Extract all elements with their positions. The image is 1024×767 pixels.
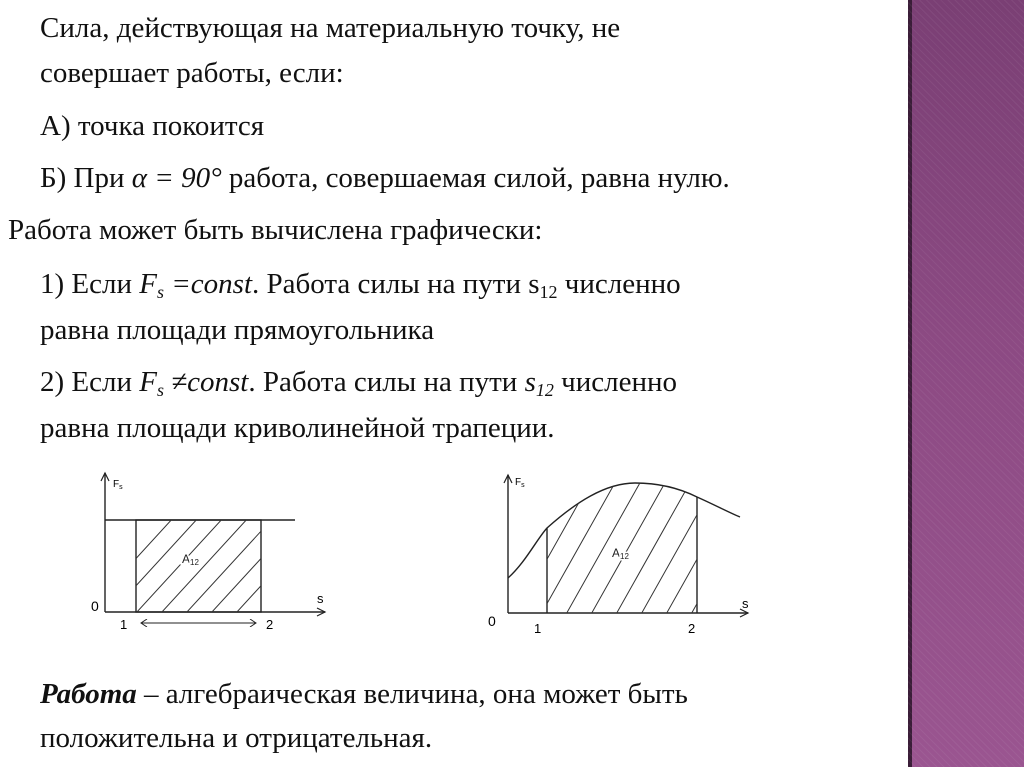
case-1-suffix: численно bbox=[557, 268, 681, 300]
y-axis-label: $F_s$ bbox=[113, 479, 123, 491]
item-b-prefix: Б) При bbox=[40, 162, 132, 194]
area-hatching bbox=[85, 505, 335, 625]
path-subscript: 12 bbox=[539, 282, 558, 302]
area-hatching bbox=[485, 465, 770, 625]
item-b bbox=[40, 160, 730, 196]
item-b-suffix: работа, совершаемая силой, равна нулю. bbox=[221, 162, 730, 194]
path-symbol: s bbox=[524, 366, 536, 398]
paragraph-graphic: Работа может быть вычислена графически: bbox=[8, 214, 543, 246]
work-term: Работа bbox=[40, 678, 137, 710]
item-b-formula: α = 90° bbox=[131, 162, 222, 194]
graph-variable-force bbox=[480, 465, 770, 645]
case-1-condition: =const bbox=[163, 268, 253, 300]
force-subscript: s bbox=[156, 282, 164, 302]
force-symbol: F bbox=[139, 366, 157, 398]
paragraph-line: Сила, действующая на материальную точку, не bbox=[40, 12, 621, 44]
conclusion-line bbox=[40, 676, 688, 712]
case-1-prefix: 1) Если bbox=[40, 268, 140, 300]
conclusion-rest: – алгебраическая величина, она может быть bbox=[136, 678, 688, 710]
conclusion-line-2: положительна и отрицательная. bbox=[40, 722, 433, 754]
origin-label: 0 bbox=[488, 613, 496, 629]
case-2-middle: . Работа силы на пути bbox=[248, 366, 525, 398]
case-2-prefix: 2) Если bbox=[40, 366, 140, 398]
tick-2-label: 2 bbox=[266, 617, 274, 632]
path-subscript: 12 bbox=[535, 380, 554, 400]
graph-constant-force bbox=[85, 465, 335, 645]
tick-1-label: 1 bbox=[534, 621, 542, 636]
case-1-middle: . Работа силы на пути s bbox=[252, 268, 540, 300]
item-a: А) точка покоится bbox=[40, 110, 265, 142]
case-2-line bbox=[40, 364, 677, 400]
tick-2-label: 2 bbox=[688, 621, 696, 636]
origin-label: 0 bbox=[91, 598, 99, 614]
force-symbol: F bbox=[139, 268, 157, 300]
case-1-line bbox=[40, 266, 681, 302]
decorative-side-band bbox=[908, 0, 1024, 767]
y-axis-label: $F_s$ bbox=[515, 477, 525, 489]
area-label: A12 bbox=[612, 546, 629, 561]
x-axis-label: s bbox=[742, 596, 749, 611]
case-2-suffix: численно bbox=[553, 366, 677, 398]
x-axis-label: s bbox=[317, 591, 324, 606]
tick-1-label: 1 bbox=[120, 617, 128, 632]
area-label: A12 bbox=[182, 552, 199, 567]
case-1-line-2: равна площади прямоугольника bbox=[40, 314, 435, 346]
force-subscript: s bbox=[156, 380, 164, 400]
force-curve bbox=[508, 483, 740, 578]
paragraph-line: совершает работы, если: bbox=[40, 57, 344, 89]
case-2-condition: ≠const bbox=[163, 366, 249, 398]
case-2-line-2: равна площади криволинейной трапеции. bbox=[40, 412, 555, 444]
